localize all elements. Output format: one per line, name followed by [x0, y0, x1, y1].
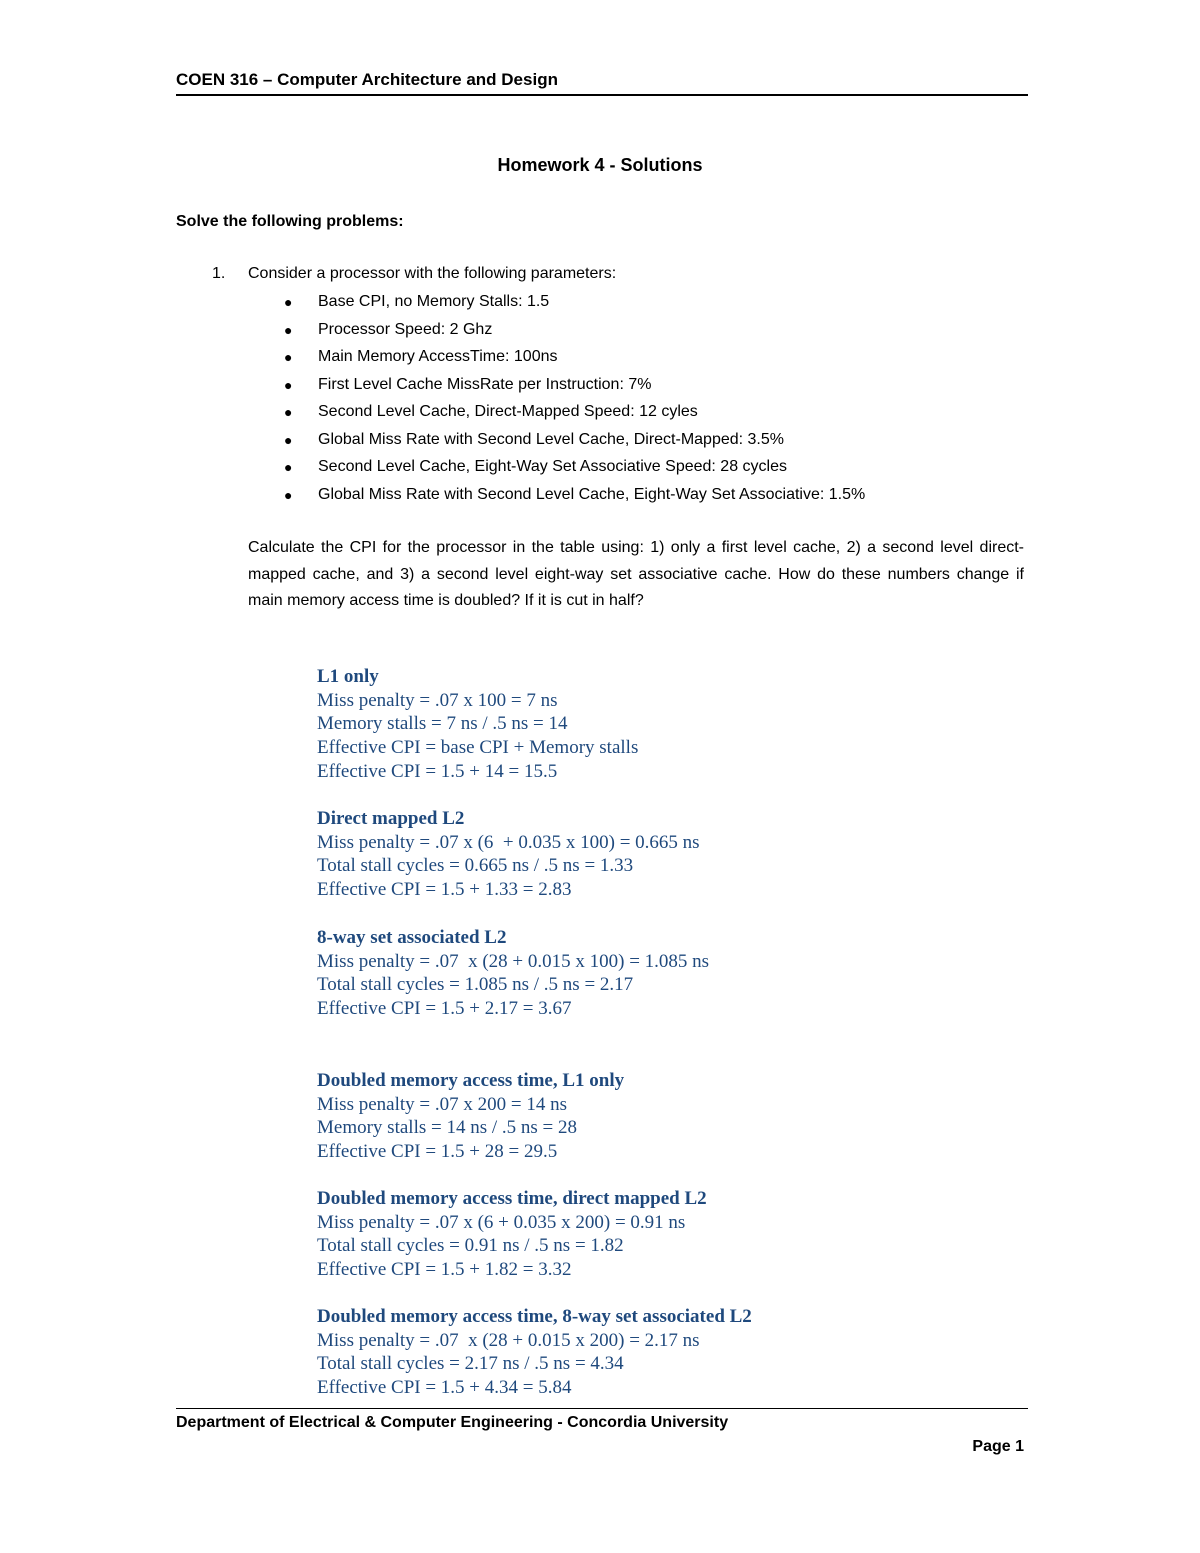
parameter-text: Main Memory AccessTime: 100ns: [318, 348, 558, 365]
problem-question: Calculate the CPI for the processor in the table using: 1) only a first level cache, 2) a second level direct-mapped cache, and 3) a second level eight-way set associative cache. How do these numbers change if main memory access time is doubled? If it is cut in half?: [248, 539, 1024, 609]
solution-l1-only: [317, 665, 638, 783]
document-title: Homework 4 - Solutions: [497, 155, 703, 175]
instructions: Solve the following problems:: [176, 213, 404, 230]
parameter-item: [284, 346, 865, 374]
solution-line: Effective CPI = 1.5 + 14 = 15.5: [317, 760, 558, 782]
bullet-icon: ●: [284, 376, 293, 393]
solution-direct-mapped-l2: [317, 807, 700, 902]
solution-heading: Doubled memory access time, L1 only: [317, 1070, 625, 1091]
parameter-list: [284, 291, 865, 511]
solution-heading: Direct mapped L2: [317, 808, 465, 829]
solution-line: Effective CPI = base CPI + Memory stalls: [317, 737, 639, 759]
parameter-item: [284, 374, 865, 402]
parameter-item: [284, 319, 865, 347]
parameter-text: Global Miss Rate with Second Level Cache, Direct-Mapped: 3.5%: [318, 430, 784, 448]
solution-line: Effective CPI = 1.5 + 2.17 = 3.67: [317, 998, 572, 1020]
solution-line: Total stall cycles = 1.085 ns / .5 ns = 2.17: [317, 974, 634, 996]
solution-line: Miss penalty = .07 x (6 + 0.035 x 200) = 0.91 ns: [317, 1211, 686, 1233]
problem-number: 1.: [212, 265, 226, 282]
bullet-icon: ●: [284, 404, 293, 420]
parameter-text: Global Miss Rate with Second Level Cache, Eight-Way Set Associative: 1.5%: [318, 485, 866, 503]
solution-line: Effective CPI = 1.5 + 28 = 29.5: [317, 1141, 558, 1163]
parameter-item: [284, 456, 865, 484]
solution-line: Memory stalls = 7 ns / .5 ns = 14: [317, 713, 568, 735]
solution-line: Effective CPI = 1.5 + 1.33 = 2.83: [317, 879, 572, 901]
problem-1-intro: [212, 265, 616, 283]
solution-line: Effective CPI = 1.5 + 1.82 = 3.32: [317, 1259, 572, 1281]
parameter-text: Second Level Cache, Eight-Way Set Associative Speed: 28 cycles: [318, 458, 787, 475]
page-number: Page 1: [972, 1438, 1024, 1455]
bullet-icon: ●: [284, 294, 293, 310]
solution-heading: Doubled memory access time, 8-way set associated L2: [317, 1306, 752, 1327]
parameter-text: Base CPI, no Memory Stalls: 1.5: [318, 293, 550, 310]
solution-doubled-l1-only: [317, 1069, 624, 1164]
solution-8-way-l2: [317, 926, 709, 1021]
parameter-text: First Level Cache MissRate per Instruction: 7%: [318, 375, 652, 393]
bullet-icon: ●: [284, 459, 293, 475]
footer-divider: [176, 1408, 1028, 1409]
solution-line: Miss penalty = .07 x (28 + 0.015 x 100) = 1.085 ns: [317, 950, 710, 972]
solution-line: Miss penalty = .07 x 200 = 14 ns: [317, 1093, 567, 1115]
solution-line: Total stall cycles = 2.17 ns / .5 ns = 4.34: [317, 1353, 624, 1375]
parameter-item: [284, 429, 865, 457]
course-title: COEN 316 – Computer Architecture and Design: [176, 70, 558, 89]
solution-line: Memory stalls = 14 ns / .5 ns = 28: [317, 1117, 577, 1139]
parameter-item: [284, 291, 865, 319]
solution-heading: Doubled memory access time, direct mapped L2: [317, 1188, 707, 1209]
bullet-icon: ●: [284, 321, 293, 338]
solution-heading: 8-way set associated L2: [317, 927, 507, 948]
solution-line: Effective CPI = 1.5 + 4.34 = 5.84: [317, 1377, 572, 1399]
problem-intro-text: Consider a processor with the following parameters:: [248, 265, 617, 282]
solution-doubled-direct-mapped-l2: [317, 1187, 707, 1282]
bullet-icon: ●: [284, 349, 293, 365]
solution-line: Miss penalty = .07 x (6 + 0.035 x 100) = 0.665 ns: [317, 831, 700, 853]
solution-line: Miss penalty = .07 x 100 = 7 ns: [317, 689, 558, 711]
parameter-item: [284, 401, 865, 429]
solution-heading: L1 only: [317, 666, 379, 687]
page-header: [176, 70, 1028, 96]
parameter-text: Processor Speed: 2 Ghz: [318, 320, 493, 338]
solution-doubled-8-way-l2: [317, 1305, 752, 1400]
parameter-text: Second Level Cache, Direct-Mapped Speed: 12 cyles: [318, 403, 698, 420]
parameter-item: [284, 484, 865, 512]
solution-line: Total stall cycles = 0.91 ns / .5 ns = 1.82: [317, 1235, 624, 1257]
bullet-icon: ●: [284, 486, 293, 503]
footer-department: Department of Electrical & Computer Engineering - Concordia University: [176, 1414, 729, 1431]
solution-line: Total stall cycles = 0.665 ns / .5 ns = 1.33: [317, 855, 634, 877]
solution-line: Miss penalty = .07 x (28 + 0.015 x 200) = 2.17 ns: [317, 1329, 700, 1351]
bullet-icon: ●: [284, 431, 293, 448]
